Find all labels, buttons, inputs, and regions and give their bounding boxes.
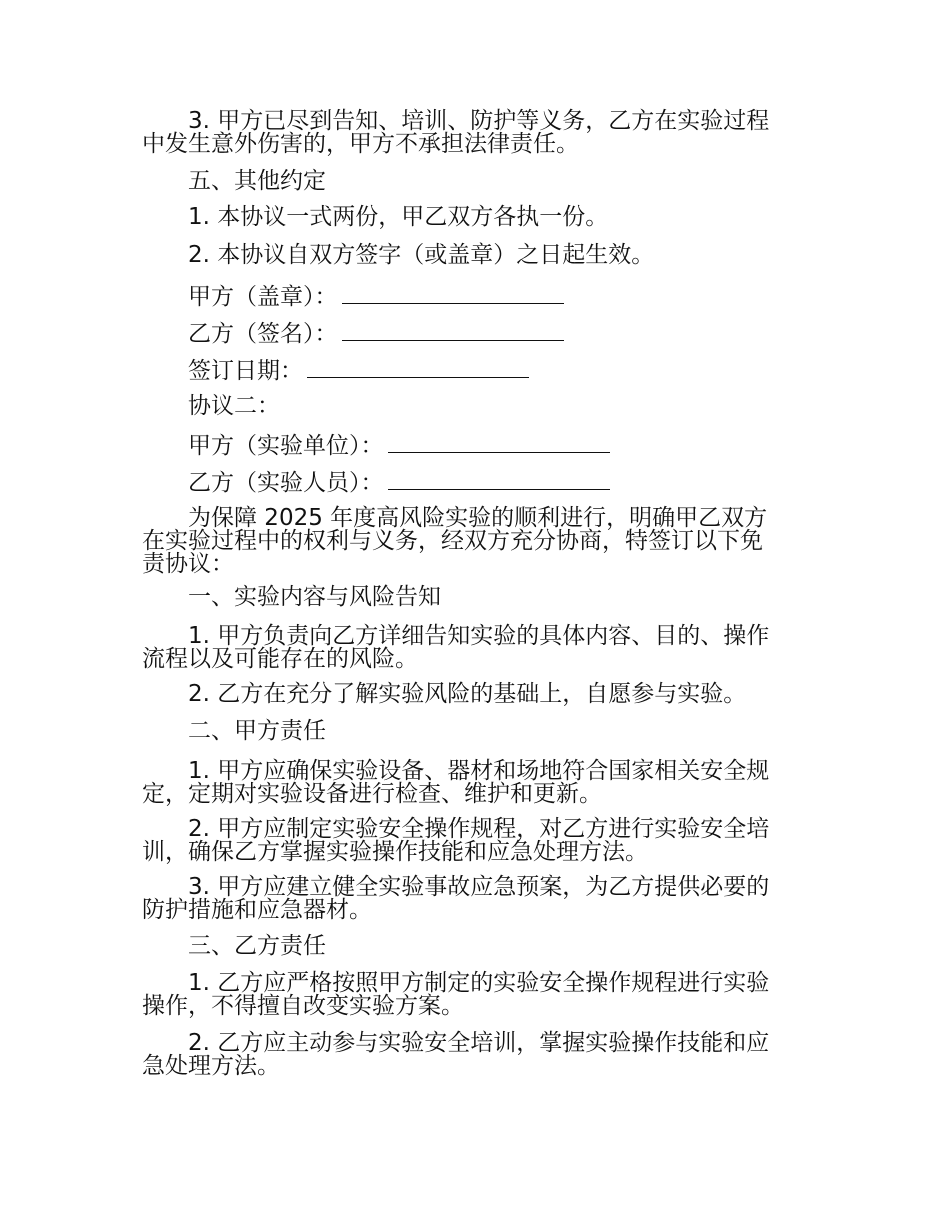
line-text: 3. 甲方应建立健全实验事故应急预案，为乙方提供必要的 bbox=[188, 874, 770, 900]
text-line bbox=[142, 553, 817, 576]
text-line bbox=[188, 206, 863, 229]
signature-blank bbox=[342, 320, 564, 341]
line-text: 二、甲方责任 bbox=[188, 718, 326, 744]
signature-line bbox=[188, 320, 863, 346]
line-text: 1. 甲方应确保实验设备、器材和场地符合国家相关安全规 bbox=[188, 758, 770, 784]
line-text: 三、乙方责任 bbox=[188, 933, 326, 959]
text-line bbox=[188, 876, 863, 899]
text-line bbox=[188, 170, 863, 193]
text-line bbox=[142, 1055, 817, 1078]
text-line bbox=[142, 995, 817, 1018]
text-line bbox=[188, 760, 863, 783]
signature-blank bbox=[307, 357, 529, 378]
text-line bbox=[142, 783, 817, 806]
signature-line bbox=[188, 432, 863, 458]
text-line bbox=[188, 244, 863, 267]
line-text: 协议二： bbox=[188, 393, 280, 419]
signature-blank bbox=[342, 283, 564, 304]
line-text: 签订日期： bbox=[188, 358, 303, 384]
text-line bbox=[188, 818, 863, 841]
text-line bbox=[188, 1032, 863, 1055]
signature-blank bbox=[388, 432, 610, 453]
line-text: 一、实验内容与风险告知 bbox=[188, 584, 441, 610]
line-text: 五、其他约定 bbox=[188, 168, 326, 194]
line-text: 在实验过程中的权利与义务，经双方充分协商，特签订以下免 bbox=[142, 528, 763, 554]
text-line bbox=[188, 683, 863, 706]
signature-line bbox=[188, 357, 863, 383]
line-text: 乙方（签名）： bbox=[188, 321, 338, 347]
text-line bbox=[188, 507, 863, 530]
text-line bbox=[188, 395, 863, 418]
line-text: 为保障 2025 年度高风险实验的顺利进行，明确甲乙双方 bbox=[188, 505, 768, 531]
text-line bbox=[188, 586, 863, 609]
line-text: 1. 本协议一式两份，甲乙双方各执一份。 bbox=[188, 204, 609, 230]
text-line bbox=[188, 972, 863, 995]
line-text: 甲方（盖章）： bbox=[188, 284, 338, 310]
text-line bbox=[142, 648, 817, 671]
text-line bbox=[142, 133, 817, 156]
line-text: 操作，不得擅自改变实验方案。 bbox=[142, 993, 464, 1019]
text-line bbox=[142, 841, 817, 864]
line-text: 3. 甲方已尽到告知、培训、防护等义务，乙方在实验过程 bbox=[188, 108, 770, 134]
text-line bbox=[142, 899, 817, 922]
signature-blank bbox=[388, 469, 610, 490]
line-text: 1. 甲方负责向乙方详细告知实验的具体内容、目的、操作 bbox=[188, 623, 770, 649]
signature-line bbox=[188, 283, 863, 309]
line-text: 2. 乙方应主动参与实验安全培训，掌握实验操作技能和应 bbox=[188, 1030, 770, 1056]
line-text: 2. 本协议自双方签字（或盖章）之日起生效。 bbox=[188, 242, 655, 268]
line-text: 责协议： bbox=[142, 551, 234, 577]
line-text: 2. 乙方在充分了解实验风险的基础上，自愿参与实验。 bbox=[188, 681, 747, 707]
line-text: 2. 甲方应制定实验安全操作规程，对乙方进行实验安全培 bbox=[188, 816, 770, 842]
text-line bbox=[188, 625, 863, 648]
line-text: 急处理方法。 bbox=[142, 1053, 280, 1079]
line-text: 甲方（实验单位）： bbox=[188, 433, 384, 459]
line-text: 定，定期对实验设备进行检查、维护和更新。 bbox=[142, 781, 602, 807]
text-line bbox=[142, 530, 817, 553]
line-text: 流程以及可能存在的风险。 bbox=[142, 646, 418, 672]
text-line bbox=[188, 110, 863, 133]
line-text: 训，确保乙方掌握实验操作技能和应急处理方法。 bbox=[142, 839, 648, 865]
text-line bbox=[188, 935, 863, 958]
line-text: 防护措施和应急器材。 bbox=[142, 897, 372, 923]
line-text: 1. 乙方应严格按照甲方制定的实验安全操作规程进行实验 bbox=[188, 970, 770, 996]
signature-line bbox=[188, 469, 863, 495]
text-line bbox=[188, 720, 863, 743]
line-text: 乙方（实验人员）： bbox=[188, 470, 384, 496]
line-text: 中发生意外伤害的，甲方不承担法律责任。 bbox=[142, 131, 579, 157]
